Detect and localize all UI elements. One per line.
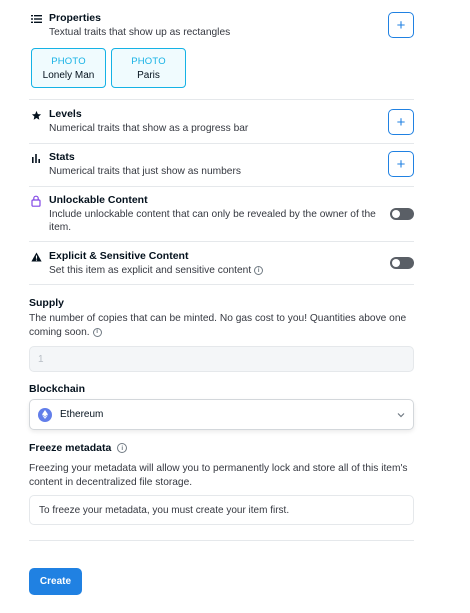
add-properties-button[interactable]	[388, 12, 414, 38]
explicit-title: Explicit & Sensitive Content	[49, 250, 189, 262]
unlockable-description: Include unlockable content that can only be revealed by the owner of the item.	[49, 209, 376, 233]
lock-icon	[29, 194, 43, 208]
blockchain-label: Blockchain	[29, 383, 86, 395]
info-icon[interactable]: i	[93, 328, 102, 337]
plus-icon: +	[396, 155, 406, 173]
divider	[29, 284, 414, 285]
supply-value: 1	[38, 353, 44, 365]
blockchain-select[interactable]	[29, 399, 414, 430]
explicit-description-row	[49, 264, 263, 277]
add-stats-button[interactable]	[388, 151, 414, 177]
supply-input[interactable]	[29, 346, 414, 372]
property-value: Lonely Man	[42, 70, 95, 81]
property-value: Paris	[137, 70, 160, 81]
levels-title: Levels	[49, 108, 82, 120]
unlockable-section	[29, 194, 414, 234]
blockchain-section	[29, 383, 414, 395]
stats-section	[29, 151, 414, 179]
supply-help: The number of copies that can be minted. No gas cost to you! Quantities above one coming soon.	[29, 313, 407, 338]
freeze-section	[29, 442, 414, 489]
star-icon	[29, 108, 43, 122]
info-icon[interactable]: i	[254, 266, 263, 275]
bar-chart-icon	[29, 151, 43, 165]
create-button[interactable]: Create	[29, 568, 82, 595]
supply-section	[29, 297, 414, 340]
divider	[29, 186, 414, 187]
plus-icon: +	[396, 113, 406, 131]
warning-icon	[29, 250, 43, 264]
properties-title: Properties	[49, 12, 101, 24]
blockchain-selected: Ethereum	[60, 409, 104, 420]
stats-title: Stats	[49, 151, 75, 163]
unlockable-toggle[interactable]	[390, 208, 414, 220]
property-card[interactable]	[31, 48, 106, 88]
explicit-section	[29, 250, 414, 278]
levels-description: Numerical traits that show as a progress bar	[49, 123, 249, 134]
chevron-down-icon	[397, 412, 405, 418]
divider	[29, 99, 414, 100]
divider	[29, 540, 414, 541]
property-card[interactable]	[111, 48, 186, 88]
divider	[29, 143, 414, 144]
freeze-label-row	[29, 442, 414, 454]
freeze-placeholder: To freeze your metadata, you must create your item first.	[39, 504, 290, 516]
property-type: PHOTO	[131, 56, 166, 67]
properties-description: Textual traits that show up as rectangles	[49, 27, 231, 38]
plus-icon: +	[396, 16, 406, 34]
properties-section	[29, 12, 414, 92]
freeze-input[interactable]	[29, 495, 414, 525]
supply-label: Supply	[29, 297, 65, 309]
unlockable-title: Unlockable Content	[49, 194, 148, 206]
list-icon	[29, 12, 43, 26]
supply-help-row	[29, 312, 414, 340]
info-icon[interactable]: i	[117, 443, 127, 453]
freeze-label: Freeze metadata	[29, 442, 112, 454]
property-type: PHOTO	[51, 56, 86, 67]
explicit-toggle[interactable]	[390, 257, 414, 269]
add-levels-button[interactable]	[388, 109, 414, 135]
stats-description: Numerical traits that just show as numbers	[49, 166, 241, 177]
levels-section	[29, 108, 414, 136]
ethereum-icon	[38, 408, 52, 422]
explicit-description: Set this item as explicit and sensitive content	[49, 265, 252, 276]
divider	[29, 241, 414, 242]
freeze-help: Freezing your metadata will allow you to permanently lock and store all of this item's content in decentralized file storage.	[29, 463, 408, 488]
